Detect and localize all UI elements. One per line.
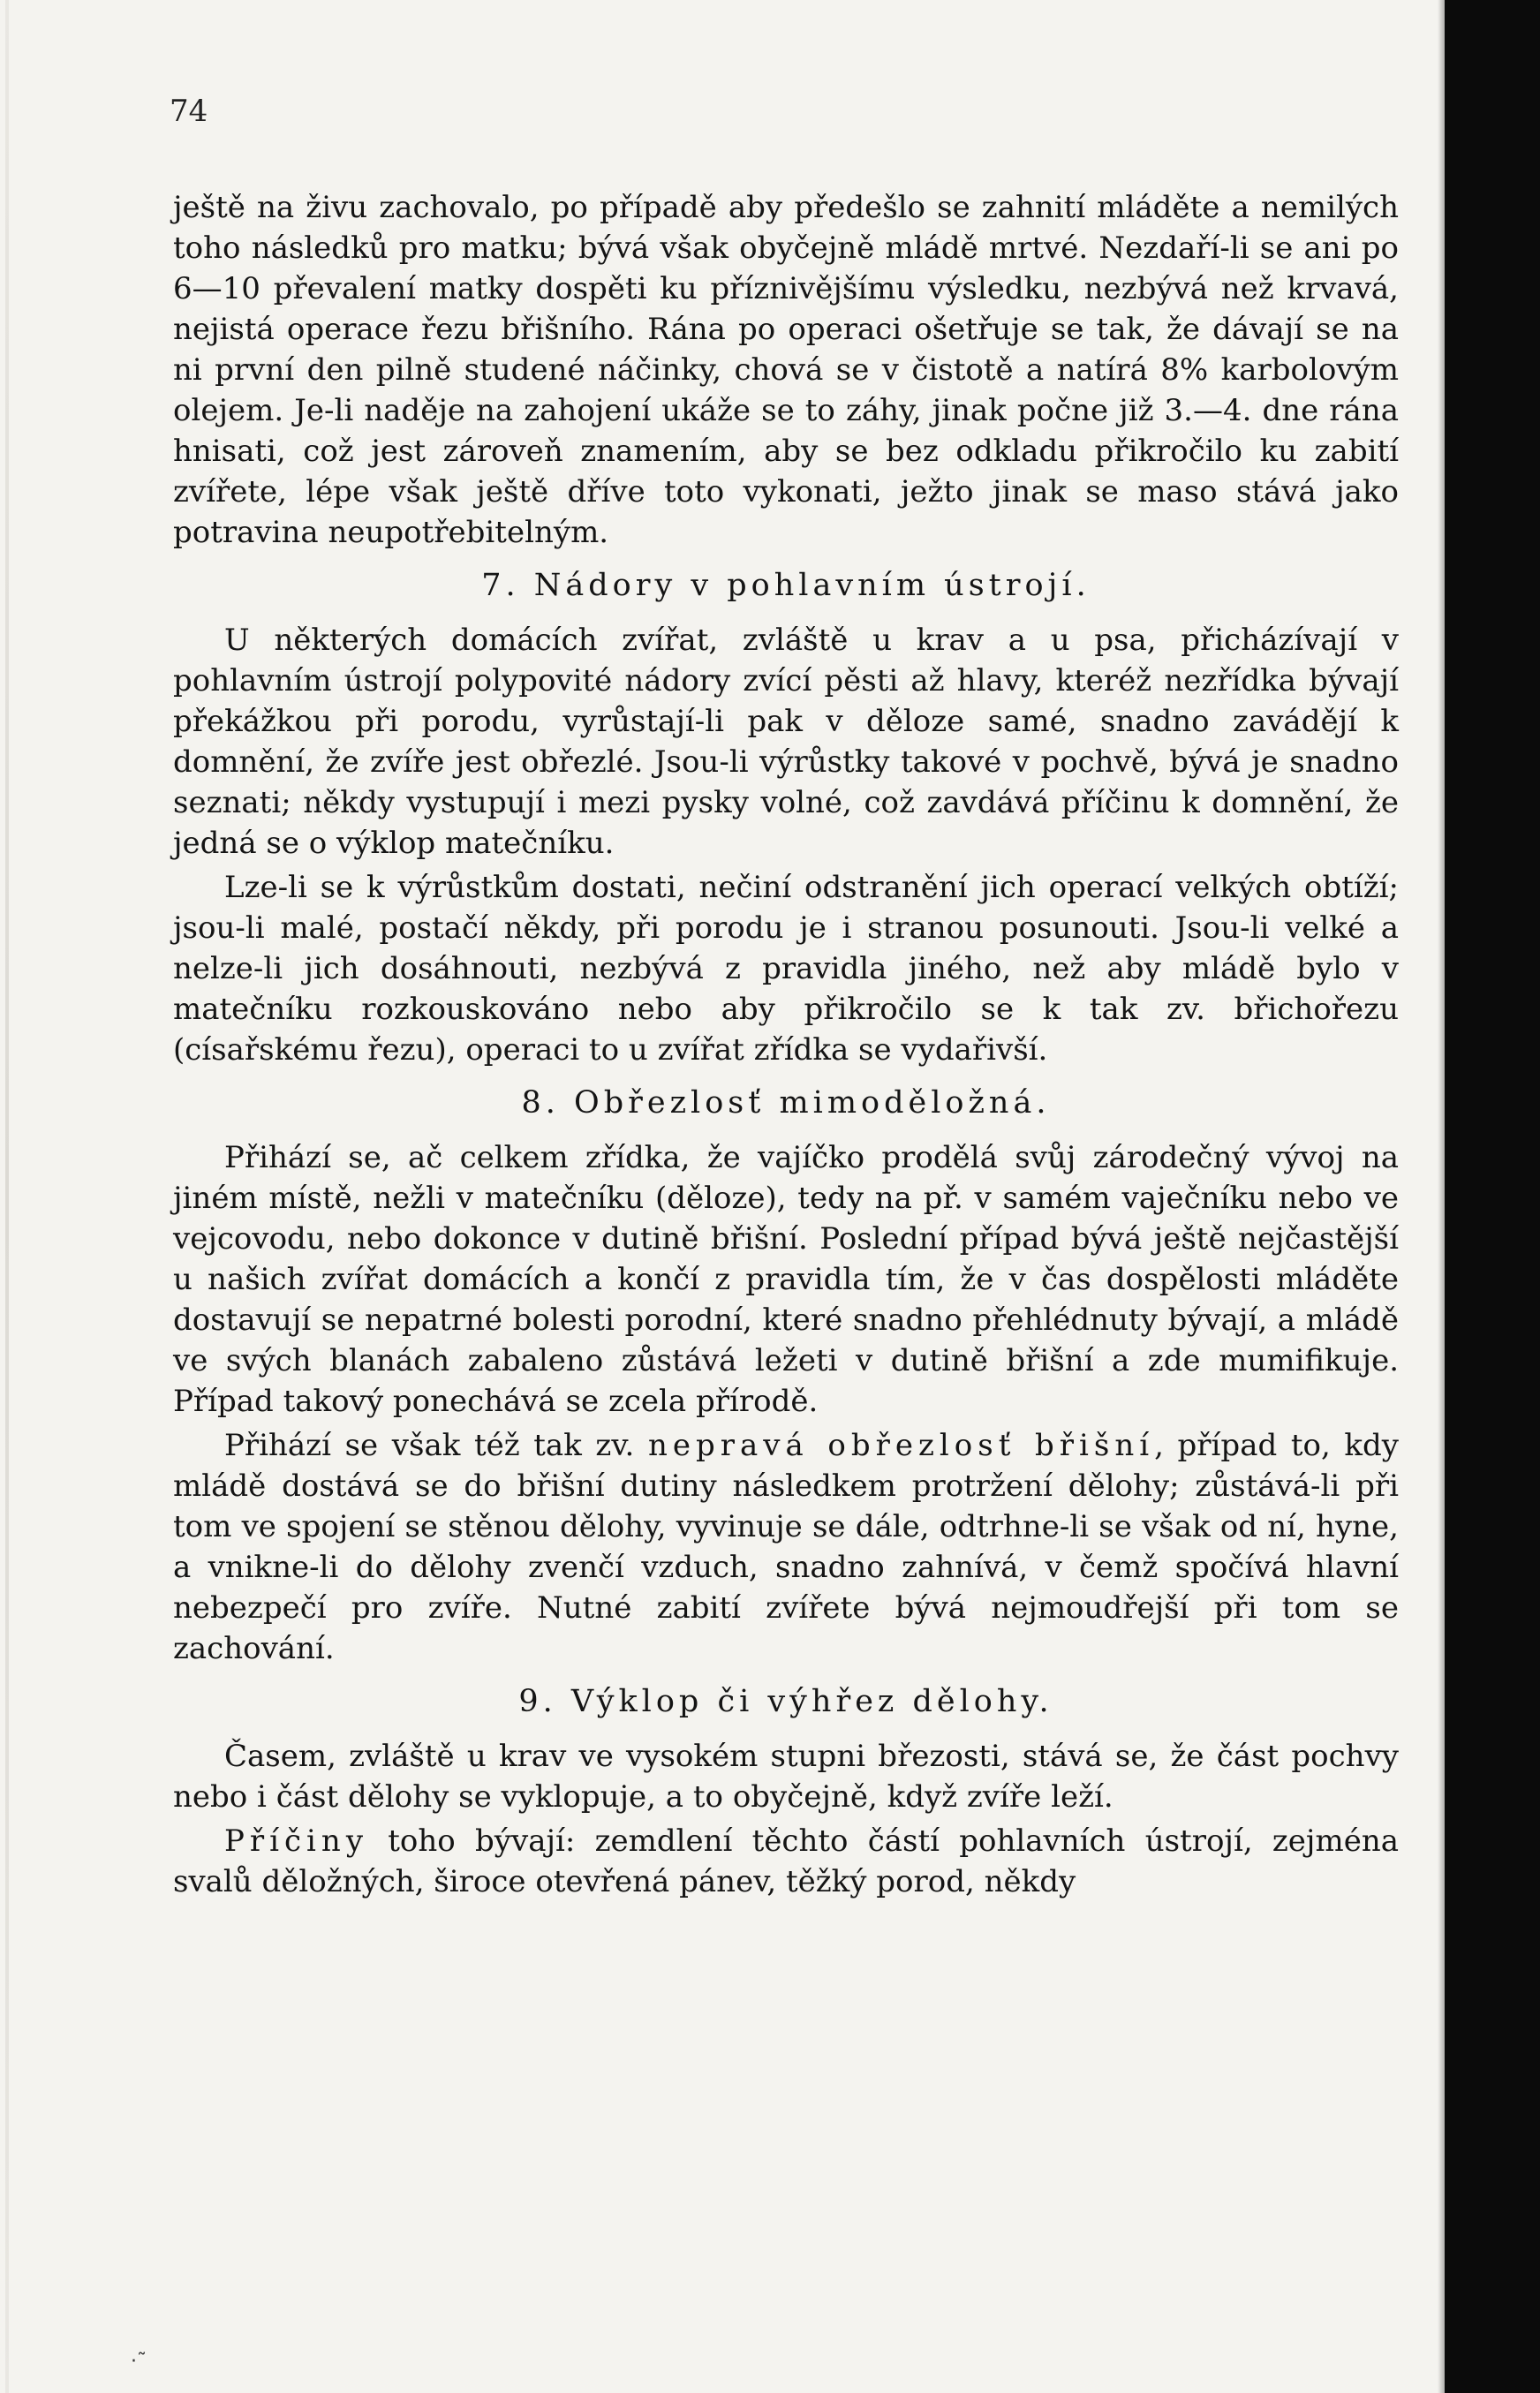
section-8-paragraph <box>173 1425 1399 1669</box>
page-left-edge <box>5 0 9 2393</box>
page-number: 74 <box>170 94 208 129</box>
section-8-paragraph-lead: Přihází se však též tak zv. <box>224 1428 635 1463</box>
section-8-heading: 8. Obřezlosť mimoděložná. <box>521 1085 1051 1121</box>
section-8-paragraph: Přihází se, ač celkem zřídka, že vajíčko prodělá svůj zárodečný vývoj na jiném místě, nežli v matečníku (děloze), tedy na př. v samém vaječníku nebo ve vejcovodu, nebo dokonce v dutině břišní. Poslední případ bývá ještě nejčastější u našich zvířat domácích a končí z pravidla tím, že v čas dospělosti mláděte dostavují se nepatrné bolesti porodní, které snadno přehlédnuty bývají, a mládě ve svých blanách zabaleno zůstává ležeti v dutině břišní a zde mumifikuje. Případ takový ponechává se zcela přírodě. <box>173 1140 1399 1419</box>
section-9-paragraph-rest: toho bývají: zemdlení těchto částí pohlavních ústrojí, zejména svalů děložných, široce otevřená pánev, těžký porod, někdy <box>173 1823 1399 1899</box>
spaced-term: nepravá obřezlosť břišní <box>647 1428 1155 1463</box>
scan-border <box>1445 0 1540 2393</box>
section-8-paragraph-rest: , případ to, kdy mládě dostává se do břišní dutiny následkem protržení dělohy; zůstává-li při tom ve spojení se stěnou dělohy, vyvinuje se dále, odtrhne-li se však od ní, hyne, a vnikne-li do dělohy zvenčí vzduch, snadno zahnívá, v čemž spočívá hlavní nebezpečí pro zvíře. Nutné zabití zvířete bývá nejmoudřejší při tom se zachování. <box>173 1428 1400 1666</box>
spaced-term: Příčiny <box>224 1823 369 1859</box>
section-7-paragraph: U některých domácích zvířat, zvláště u krav a u psa, přicházívají v pohlavním ústrojí polypovité nádory zvící pěsti až hlavy, kteréž nezřídka bývají překážkou při porodu, vyrůstají-li pak v děloze samé, snadno zavádějí k domnění, že zvíře jest obřezlé. Jsou-li výrůstky takové v pochvě, bývá je snadno seznati; někdy vystupují i mezi pysky volné, což zavdává příčinu k domnění, že jedná se o výklop matečníku. <box>173 623 1399 861</box>
scan-speck: ·˜ <box>131 2351 147 2373</box>
section-9-paragraph <box>173 1821 1399 1902</box>
section-7-paragraph: Lze-li se k výrůstkům dostati, nečiní odstranění jich operací velkých obtíží; jsou-li malé, postačí někdy, při porodu je i stranou posunouti. Jsou-li velké a nelze-li jich dosáhnouti, nezbývá z pravidla jiného, než aby mládě bylo v matečníku rozkouskováno nebo aby přikročilo se k tak zv. břichořezu (císařskému řezu), operaci to u zvířat zřídka se vydařivší. <box>173 870 1399 1068</box>
section-9-heading: 9. Výklop či výhřez dělohy. <box>518 1684 1053 1719</box>
page-body <box>173 187 1399 1906</box>
section-7-heading: 7. Nádory v pohlavním ústrojí. <box>481 568 1091 603</box>
section-9-paragraph: Časem, zvláště u krav ve vysokém stupni březosti, stává se, že část pochvy nebo i část dělohy se vyklopuje, a to obyčejně, když zvíře leží. <box>173 1739 1399 1815</box>
intro-paragraph: ještě na živu zachovalo, po případě aby předešlo se zahnití mláděte a nemilých toho následků pro matku; bývá však obyčejně mládě mrtvé. Nezdaří-li se ani po 6—10 převalení matky dospěti ku příznivějšímu výsledku, nezbývá než krvavá, nejistá operace řezu břišního. Rána po operaci ošetřuje se tak, že dávají se na ni první den pilně studené náčinky, chová se v čistotě a natírá 8% karbolovým olejem. Je-li naděje na zahojení ukáže se to záhy, jinak počne již 3.—4. dne rána hnisati, což jest zároveň znamením, aby se bez odkladu přikročilo ku zabití zvířete, lépe však ještě dříve toto vykonati, ježto jinak se maso stává jako potravina neupotřebitelným. <box>173 190 1399 550</box>
